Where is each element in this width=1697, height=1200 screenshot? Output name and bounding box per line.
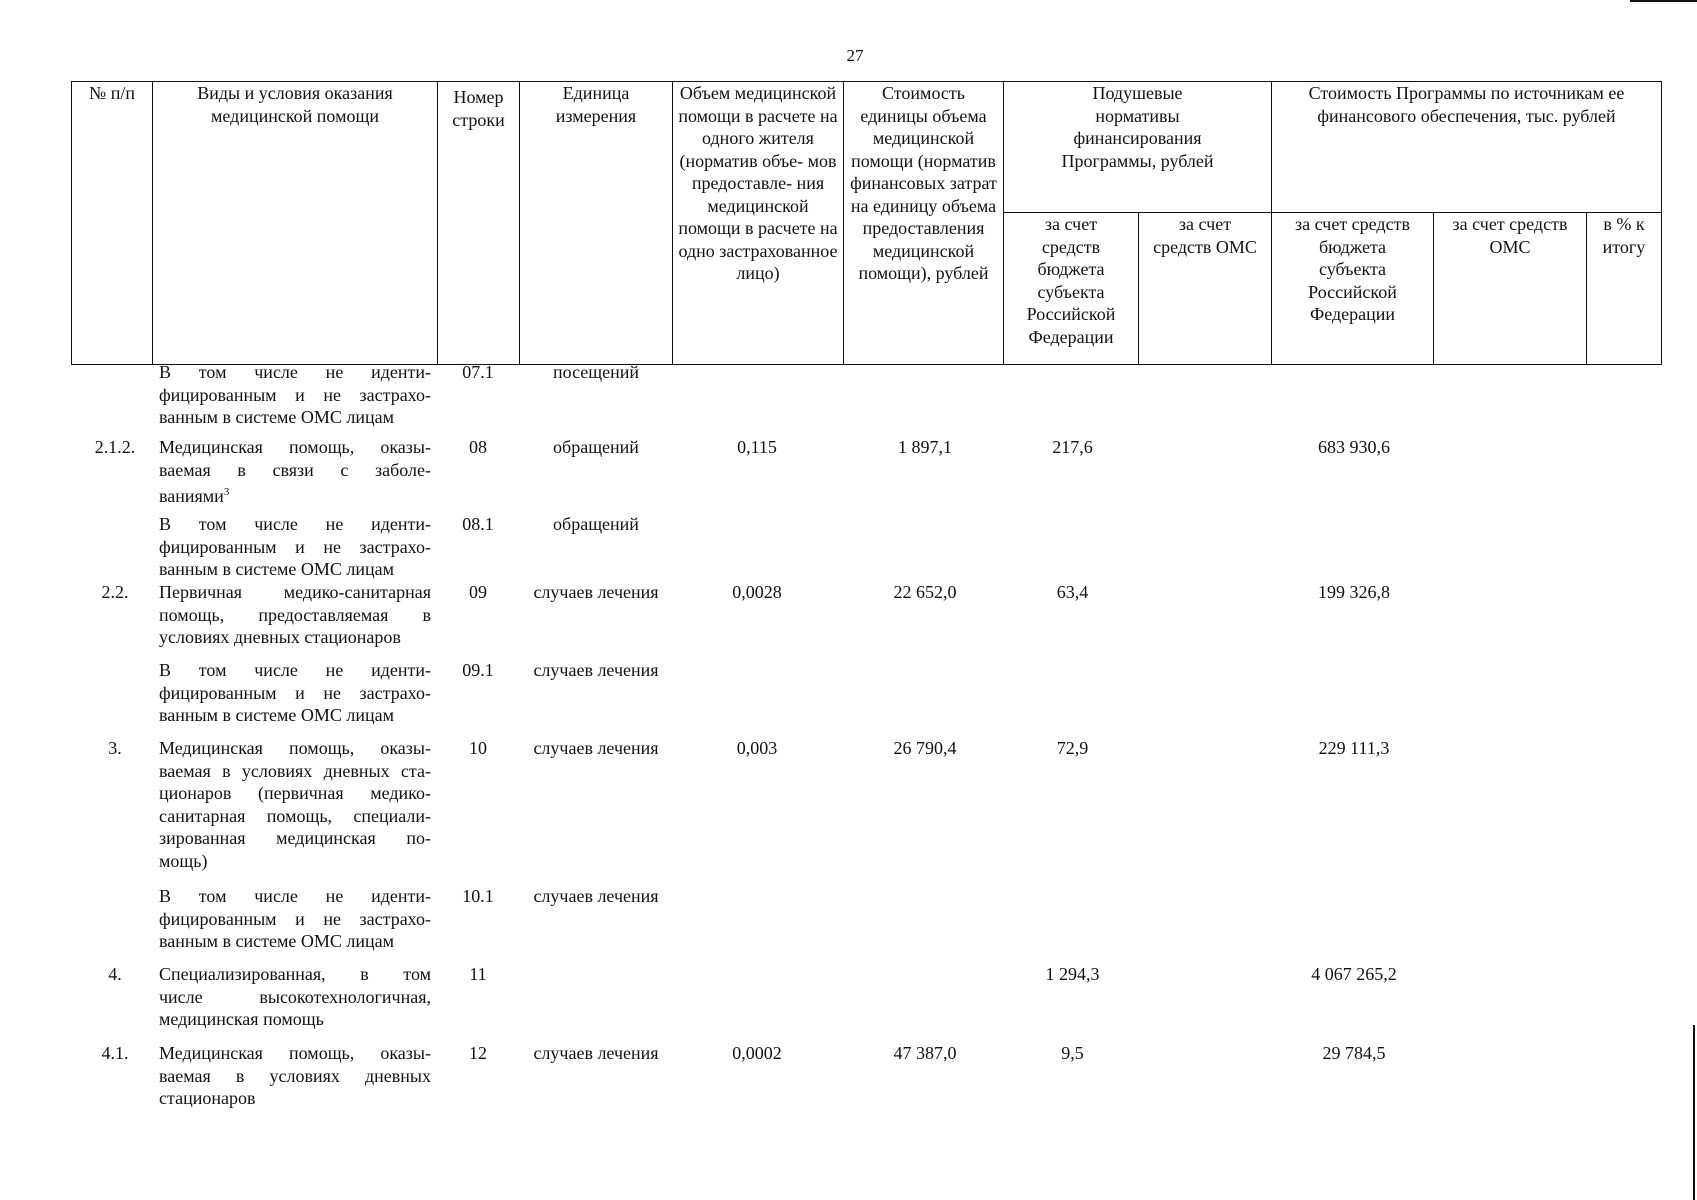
row-volume: 0,115	[737, 437, 777, 457]
row-name: В том числе не иденти- фицированным и не застрахо- ванным в системе ОМС лицам	[159, 362, 431, 427]
row-number: 4.1.	[101, 1043, 129, 1063]
row-number: 2.2.	[101, 582, 129, 602]
row-unit-cost: 1 897,1	[898, 437, 952, 457]
row-program-budget: 683 930,6	[1318, 437, 1390, 457]
row-line-number: 08.1	[462, 514, 494, 534]
row-percapita-budget: 1 294,3	[1045, 964, 1100, 984]
row-line-number: 09	[469, 582, 487, 602]
row-unit: случаев лечения	[533, 660, 659, 680]
header-percapita-budget: за счет средств бюджета субъекта Российской Федерации	[1004, 213, 1139, 365]
row-unit: обращений	[553, 437, 639, 457]
row-program-budget: 4 067 265,2	[1311, 964, 1397, 984]
row-percapita-budget: 72,9	[1056, 738, 1089, 758]
row-name: В том числе не иденти- фицированным и не застрахо- ванным в системе ОМС лицам	[159, 514, 431, 579]
header-unit: Единица измерения	[520, 82, 673, 365]
row-program-budget: 29 784,5	[1322, 1043, 1386, 1063]
row-number: 3.	[108, 738, 122, 758]
row-unit: случаев лечения	[533, 1043, 659, 1063]
row-line-number: 11	[469, 964, 487, 984]
header-program-budget: за счет средств бюджета субъекта Российской Федерации	[1272, 213, 1434, 365]
row-name: В том числе не иденти- фицированным и не застрахо- ванным в системе ОМС лицам	[159, 886, 431, 951]
row-unit: посещений	[552, 362, 640, 382]
header-program-oms: за счет средств ОМС	[1434, 213, 1587, 365]
header-unit-cost: Стоимость единицы объема медицинской помощи (норматив финансовых затрат на единицу объема предоставления медицинской помощи), рублей	[844, 82, 1004, 365]
row-name: Медицинская помощь, оказы- ваемая в условиях дневных ста- ционаров (первичная медико- санитарная помощь, специали- зированная медицинская по- мощь)	[159, 738, 431, 871]
footnote-marker: 3	[223, 486, 230, 498]
row-line-number: 10.1	[462, 886, 494, 906]
header-num: № п/п	[72, 82, 153, 365]
header-volume: Объем медицинской помощи в расчете на одного жителя (норматив объе- мов предоставле- ния медицинской помощи в расчете на одно застрахованное лицо)	[673, 82, 844, 365]
header-program-cost: Стоимость Программы по источникам ее финансового обеспечения, тыс. рублей	[1272, 82, 1662, 213]
row-percapita-budget: 217,6	[1052, 437, 1093, 457]
row-program-budget: 229 111,3	[1318, 738, 1390, 758]
row-name: Медицинская помощь, оказы- ваемая в связи с заболе- ваниями$^3$	[159, 437, 431, 506]
row-unit-cost: 22 652,0	[893, 582, 957, 602]
row-volume: 0,0002	[732, 1043, 782, 1063]
header-percapita-oms: за счет средств ОМС	[1139, 213, 1272, 365]
row-name: Медицинская помощь, оказы- ваемая в условиях дневных стационаров	[159, 1043, 431, 1108]
row-percapita-budget: 63,4	[1056, 582, 1089, 602]
row-name: Специализированная, в том числе высокотехнологичная, медицинская помощь	[159, 964, 431, 1029]
row-unit: случаев лечения	[533, 738, 659, 758]
row-line-number: 10	[469, 738, 487, 758]
row-volume: 0,003	[736, 738, 778, 758]
row-volume: 0,0028	[732, 582, 782, 602]
row-name: В том числе не иденти- фицированным и не застрахо- ванным в системе ОМС лицам	[159, 660, 431, 725]
row-number: 4.	[108, 964, 122, 984]
row-unit: случаев лечения	[533, 582, 659, 602]
row-unit-cost: 26 790,4	[893, 738, 957, 758]
header-percapita: Подушевые нормативы финансирования Программы, рублей	[1004, 82, 1272, 213]
header-line-number: Номер строки	[438, 82, 520, 365]
header-kinds: Виды и условия оказания медицинской помощи	[153, 82, 438, 365]
row-line-number: 09.1	[462, 660, 494, 680]
row-unit: случаев лечения	[533, 886, 659, 906]
scan-edge-mark	[1630, 0, 1697, 2]
row-percapita-budget: 9,5	[1061, 1043, 1084, 1063]
page-number: 27	[846, 46, 864, 65]
row-line-number: 08	[469, 437, 487, 457]
row-unit: обращений	[553, 514, 639, 534]
row-line-number: 12	[469, 1043, 487, 1063]
row-line-number: 07.1	[462, 362, 494, 382]
row-program-budget: 199 326,8	[1318, 582, 1390, 602]
header-program-percent: в % к итогу	[1587, 213, 1662, 365]
scan-edge-mark	[1693, 1025, 1695, 1200]
row-unit-cost: 47 387,0	[893, 1043, 957, 1063]
row-number: 2.1.2.	[94, 437, 136, 457]
row-name: Первичная медико-санитарная помощь, предоставляемая в условиях дневных стационаров	[159, 582, 431, 647]
